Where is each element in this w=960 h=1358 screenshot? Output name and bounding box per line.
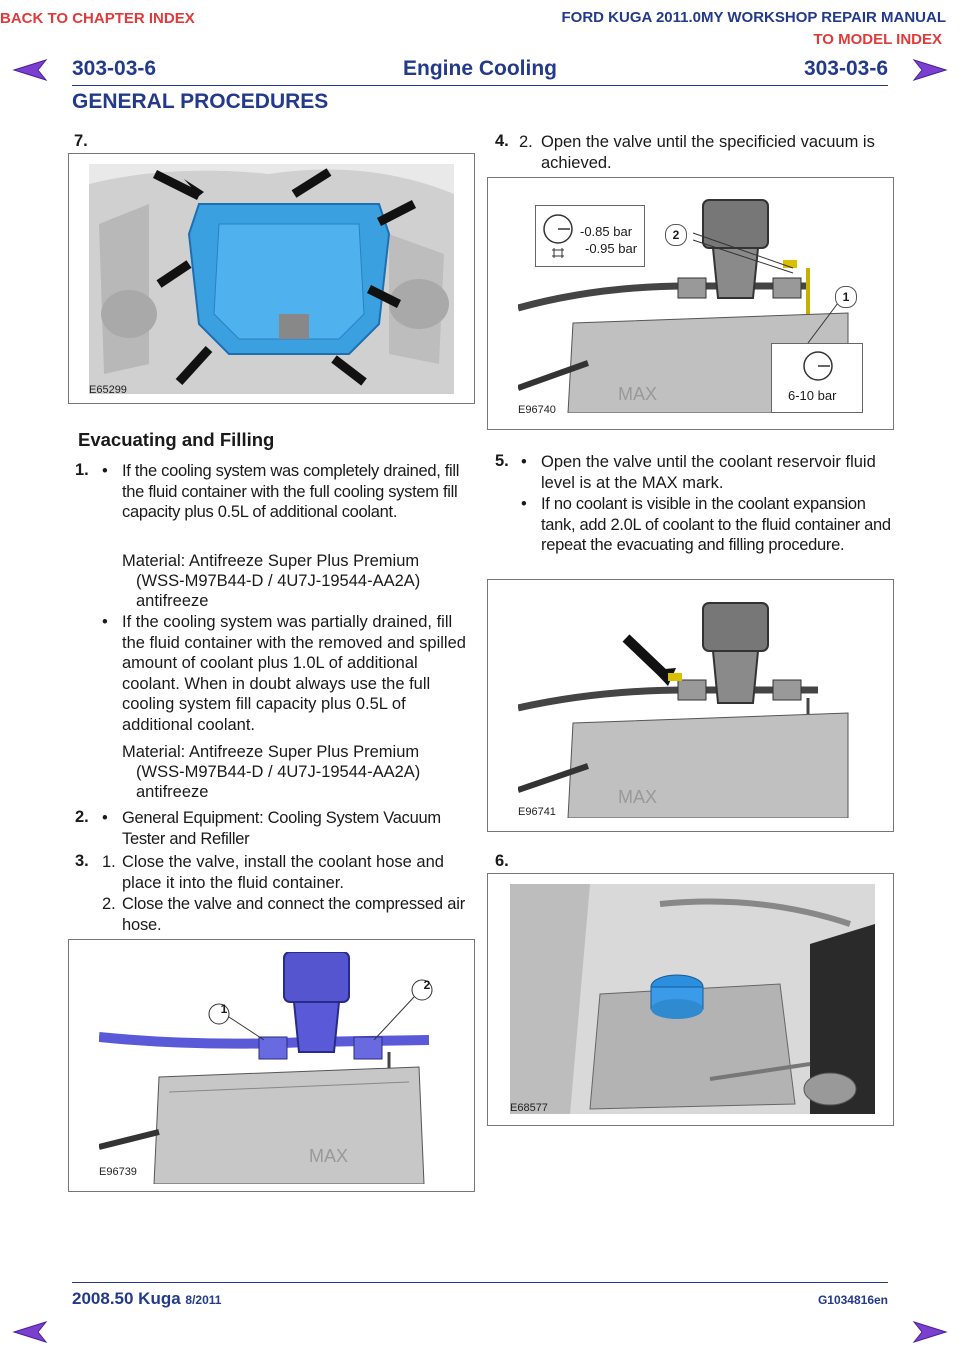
bullet-icon: • [521,453,527,471]
footer-rule [72,1282,888,1283]
bullet-icon: • [102,613,108,631]
figure-e96739 [68,939,475,1192]
footer-doc-id: G1034816en [817,1293,888,1307]
step-1-material-1-line-1: Material: Antifreeze Super Plus Premium [122,552,420,570]
to-model-index-link[interactable]: TO MODEL INDEX [813,31,942,48]
step-3-sub-1-number: 1. [102,853,116,871]
step-2-number: 2. [75,808,89,826]
step-1-material-1-line-3: antifreeze [136,592,209,610]
callout-1: 1 [220,1002,228,1016]
vacuum-refiller-blue-illustration [99,952,444,1184]
gauge-icon [800,348,836,384]
step-5-number: 5. [495,452,509,470]
section-title: GENERAL PROCEDURES [72,90,329,113]
callout-2: 2 [665,224,687,246]
step-1-number: 1. [75,461,89,479]
figure-e65299 [68,153,475,404]
step-1-material-1-line-2: (WSS-M97B44-D / 4U7J-19544-AA2A) [136,572,421,590]
tank-max-mark: MAX [618,384,658,404]
step-1-material-2-line-2: (WSS-M97B44-D / 4U7J-19544-AA2A) [136,763,421,781]
callout-1: 1 [835,286,857,308]
callout-2: 2 [423,978,431,992]
step-3-number: 3. [75,852,89,870]
step-5-bullet-1: Open the valve until the coolant reservoir fluid level is at the MAX mark. [541,453,876,492]
step-1-material-2-line-1: Material: Antifreeze Super Plus Premium [122,743,420,761]
page-code-right: 303-03-6 [803,57,888,80]
back-to-chapter-index-link[interactable]: BACK TO CHAPTER INDEX [0,10,195,27]
manual-title: FORD KUGA 2011.0MY WORKSHOP REPAIR MANUAL [561,9,946,26]
bullet-icon: • [521,495,527,513]
footer-date: 8/2011 [185,1293,222,1307]
step-3-sub-1: Close the valve, install the coolant hose and place it into the fluid container. [122,853,444,892]
figure-e68577 [487,873,894,1126]
tank-max-mark: MAX [618,787,658,807]
gauge-vacuum-box [535,205,645,267]
figure-label: E96739 [99,1166,137,1178]
coolant-reservoir-photo-illustration [510,884,875,1114]
subheading-evacuating-filling: Evacuating and Filling [78,429,275,450]
step-1-bullet-2: If the cooling system was partially drained, fill the fluid container with the removed and spilled amount of coolant plus 1.0L of additional coolant. When in doubt always use the full cooling system fill capacity plus 0.5L of additional coolant. [122,613,466,734]
bullet-icon: • [102,462,108,480]
tank-max-mark: MAX [309,1146,349,1166]
gauge-vacuum-line-1: -0.85 bar [580,224,633,239]
chapter-title: Engine Cooling [403,57,557,80]
undertray-illustration [89,164,454,394]
step-2-bullet: General Equipment: Cooling System Vacuum Tester and Refiller [122,809,441,848]
step-7-number: 7. [74,132,88,150]
footer-model [72,1289,221,1309]
next-page-arrow-icon[interactable] [910,1320,950,1344]
step-3-sub-2-number: 2. [102,895,116,913]
gauge-pressure-value: 6-10 bar [788,388,837,403]
figure-label: E96741 [518,806,556,818]
step-5-bullet-2: If no coolant is visible in the coolant expansion tank, add 2.0L of coolant to the fluid container and repeat the evacuating and filling procedure. [541,495,891,554]
header-rule [72,85,888,86]
step-3-sub-2: Close the valve and connect the compressed air hose. [122,895,465,934]
footer-model-year: 2008.50 Kuga [72,1289,181,1308]
step-1-material-2-line-3: antifreeze [136,783,209,801]
gauge-icon [540,212,576,258]
step-4-sub-number: 2. [519,133,533,151]
figure-label: E65299 [89,384,127,396]
figure-e96741 [487,579,894,832]
step-6-number: 6. [495,852,509,870]
prev-page-arrow-icon[interactable] [10,1320,50,1344]
step-1-bullet-1: If the cooling system was completely drained, fill the fluid container with the full cooling system fill capacity plus 0.5L of additional coolant. [122,462,460,521]
coolant-valve-illustration [518,598,863,818]
page-code-left: 303-03-6 [72,57,157,80]
gauge-vacuum-line-2: -0.95 bar [585,241,638,256]
figure-e96740 [487,177,894,430]
figure-label: E96740 [518,404,556,416]
gauge-pressure-box [771,343,863,413]
step-4-number: 4. [495,132,509,150]
figure-label: E68577 [510,1102,548,1114]
bullet-icon: • [102,809,108,827]
step-4-text: Open the valve until the specificied vacuum is achieved. [541,133,875,172]
